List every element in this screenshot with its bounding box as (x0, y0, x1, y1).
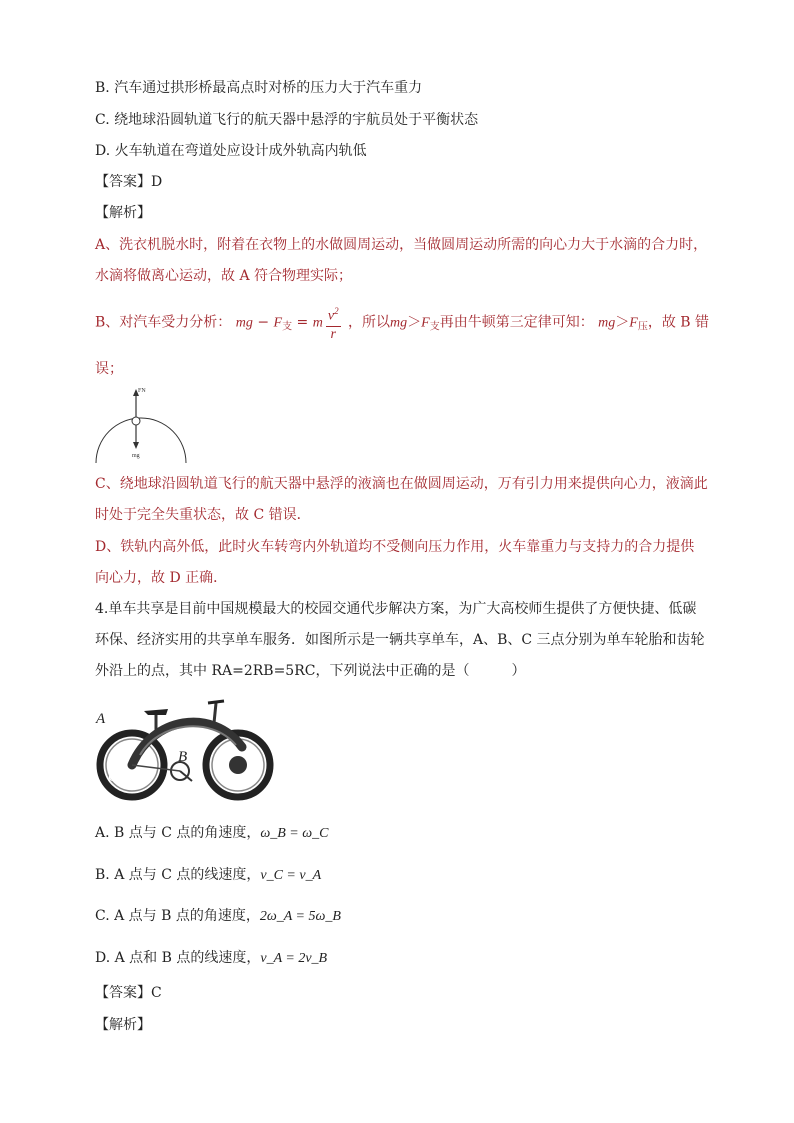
math-mg-3: mg (598, 315, 616, 331)
analysis-b-mid: ，所以 (348, 314, 391, 331)
answer-q3: 【答案】D (95, 174, 163, 190)
option-b-q3: B. 汽车通过拱形桥最高点时对桥的压力大于汽车重力 (95, 80, 423, 96)
math-numerator (326, 302, 341, 327)
bridge-arc (96, 418, 186, 463)
handlebar (208, 701, 224, 703)
label-b: B (178, 749, 188, 765)
math-v: v (327, 308, 335, 324)
option-a-q4 (95, 823, 328, 844)
math-gt: ＞ (407, 314, 422, 331)
option-d-q3: D. 火车轨道在弯道处应设计成外轨高内轨低 (95, 143, 367, 159)
math-mg: mg (235, 315, 253, 331)
math-m: m (312, 315, 323, 331)
math-minus: − (252, 314, 274, 331)
bicycle-image (92, 697, 282, 807)
formula-c-q4: 2ω_A = 5ω_B (259, 909, 341, 924)
math-square: 2 (334, 306, 339, 316)
question-4-line3: 外沿上的点，其中 RA=2RB=5RC，下列说法中正确的是（ ） (95, 663, 526, 679)
math-f-2: F (421, 315, 430, 331)
analysis-a-line2: 水滴将做离心运动，故 A 符合物理实际； (95, 268, 353, 284)
formula-d-q4: v_A = 2v_B (260, 951, 328, 966)
analysis-b-line1 (95, 302, 709, 345)
force-down-arrow (133, 442, 139, 449)
analysis-a-line1: A、洗衣机脱水时，附着在衣物上的水做圆周运动，当做圆周运动所需的向心力大于水滴的合力时， (95, 237, 708, 253)
label-fn: FN (138, 388, 146, 394)
analysis-c-line2: 时处于完全失重状态，故 C 错误． (95, 507, 311, 523)
question-4-line2: 环保、经济实用的共享单车服务．如图所示是一辆共享单车，A、B、C 三点分别为单车轮胎和齿轮 (95, 632, 705, 648)
formula-b-q4: v_C = v_A (260, 868, 322, 883)
force-diagram (90, 385, 190, 467)
question-4-line1: 4.单车共享是目前中国规模最大的校园交通代步解决方案，为广大高校师生提供了方便快捷、低碳 (95, 601, 697, 617)
analysis-c-line1: C、绕地球沿圆轨道飞行的航天器中悬浮的液滴也在做圆周运动，万有引力用来提供向心力，液滴此 (95, 476, 708, 492)
answer-q4: 【答案】C (95, 985, 162, 1001)
option-d-q4-text: D. A 点和 B 点的线速度， (95, 950, 261, 966)
option-c-q3: C. 绕地球沿圆轨道飞行的航天器中悬浮的宇航员处于平衡状态 (95, 112, 479, 128)
analysis-b-line2: 误； (95, 361, 123, 377)
math-f: F (273, 315, 283, 331)
math-mg-2: mg (390, 315, 408, 331)
formula-a-q4: ω_B = ω_C (260, 826, 329, 841)
analysis-b-mid2: 再由牛顿第三定律可知： (439, 314, 594, 331)
math-eq: = (292, 314, 313, 331)
analysis-label-q4: 【解析】 (95, 1017, 151, 1033)
math-sub-zhi: 支 (282, 321, 293, 333)
analysis-d-line1: D、铁轨内高外低，此时火车转弯内外轨道均不受侧向压力作用，火车靠重力与支持力的合力提供 (95, 539, 695, 555)
math-sub-zhi-2: 支 (429, 321, 440, 333)
label-a: A (96, 711, 106, 727)
option-b-q4 (95, 865, 321, 886)
car-point (132, 417, 140, 425)
front-hub (229, 756, 247, 774)
option-c-q4 (95, 906, 341, 927)
analysis-label-q3: 【解析】 (95, 205, 151, 221)
analysis-d-line2: 向心力，故 D 正确． (95, 570, 228, 586)
analysis-b-suffix: ，故 B 错 (647, 314, 710, 331)
seat (144, 709, 168, 715)
math-gt-2: ＞ (615, 314, 630, 331)
analysis-b-prefix: B、对汽车受力分析： (95, 314, 232, 331)
label-mg: mg (132, 453, 140, 459)
math-fraction (326, 302, 341, 343)
math-sub-ya: 压 (637, 321, 648, 333)
label-c: C (108, 769, 119, 785)
option-c-q4-text: C. A 点与 B 点的角速度， (95, 908, 260, 924)
math-f-3: F (629, 315, 638, 331)
handlebar-stem (214, 703, 216, 723)
option-a-q4-text: A. B 点与 C 点的角速度， (95, 825, 261, 841)
option-d-q4 (95, 948, 327, 969)
math-denominator: r (330, 326, 336, 342)
option-b-q4-text: B. A 点与 C 点的线速度， (95, 867, 261, 883)
